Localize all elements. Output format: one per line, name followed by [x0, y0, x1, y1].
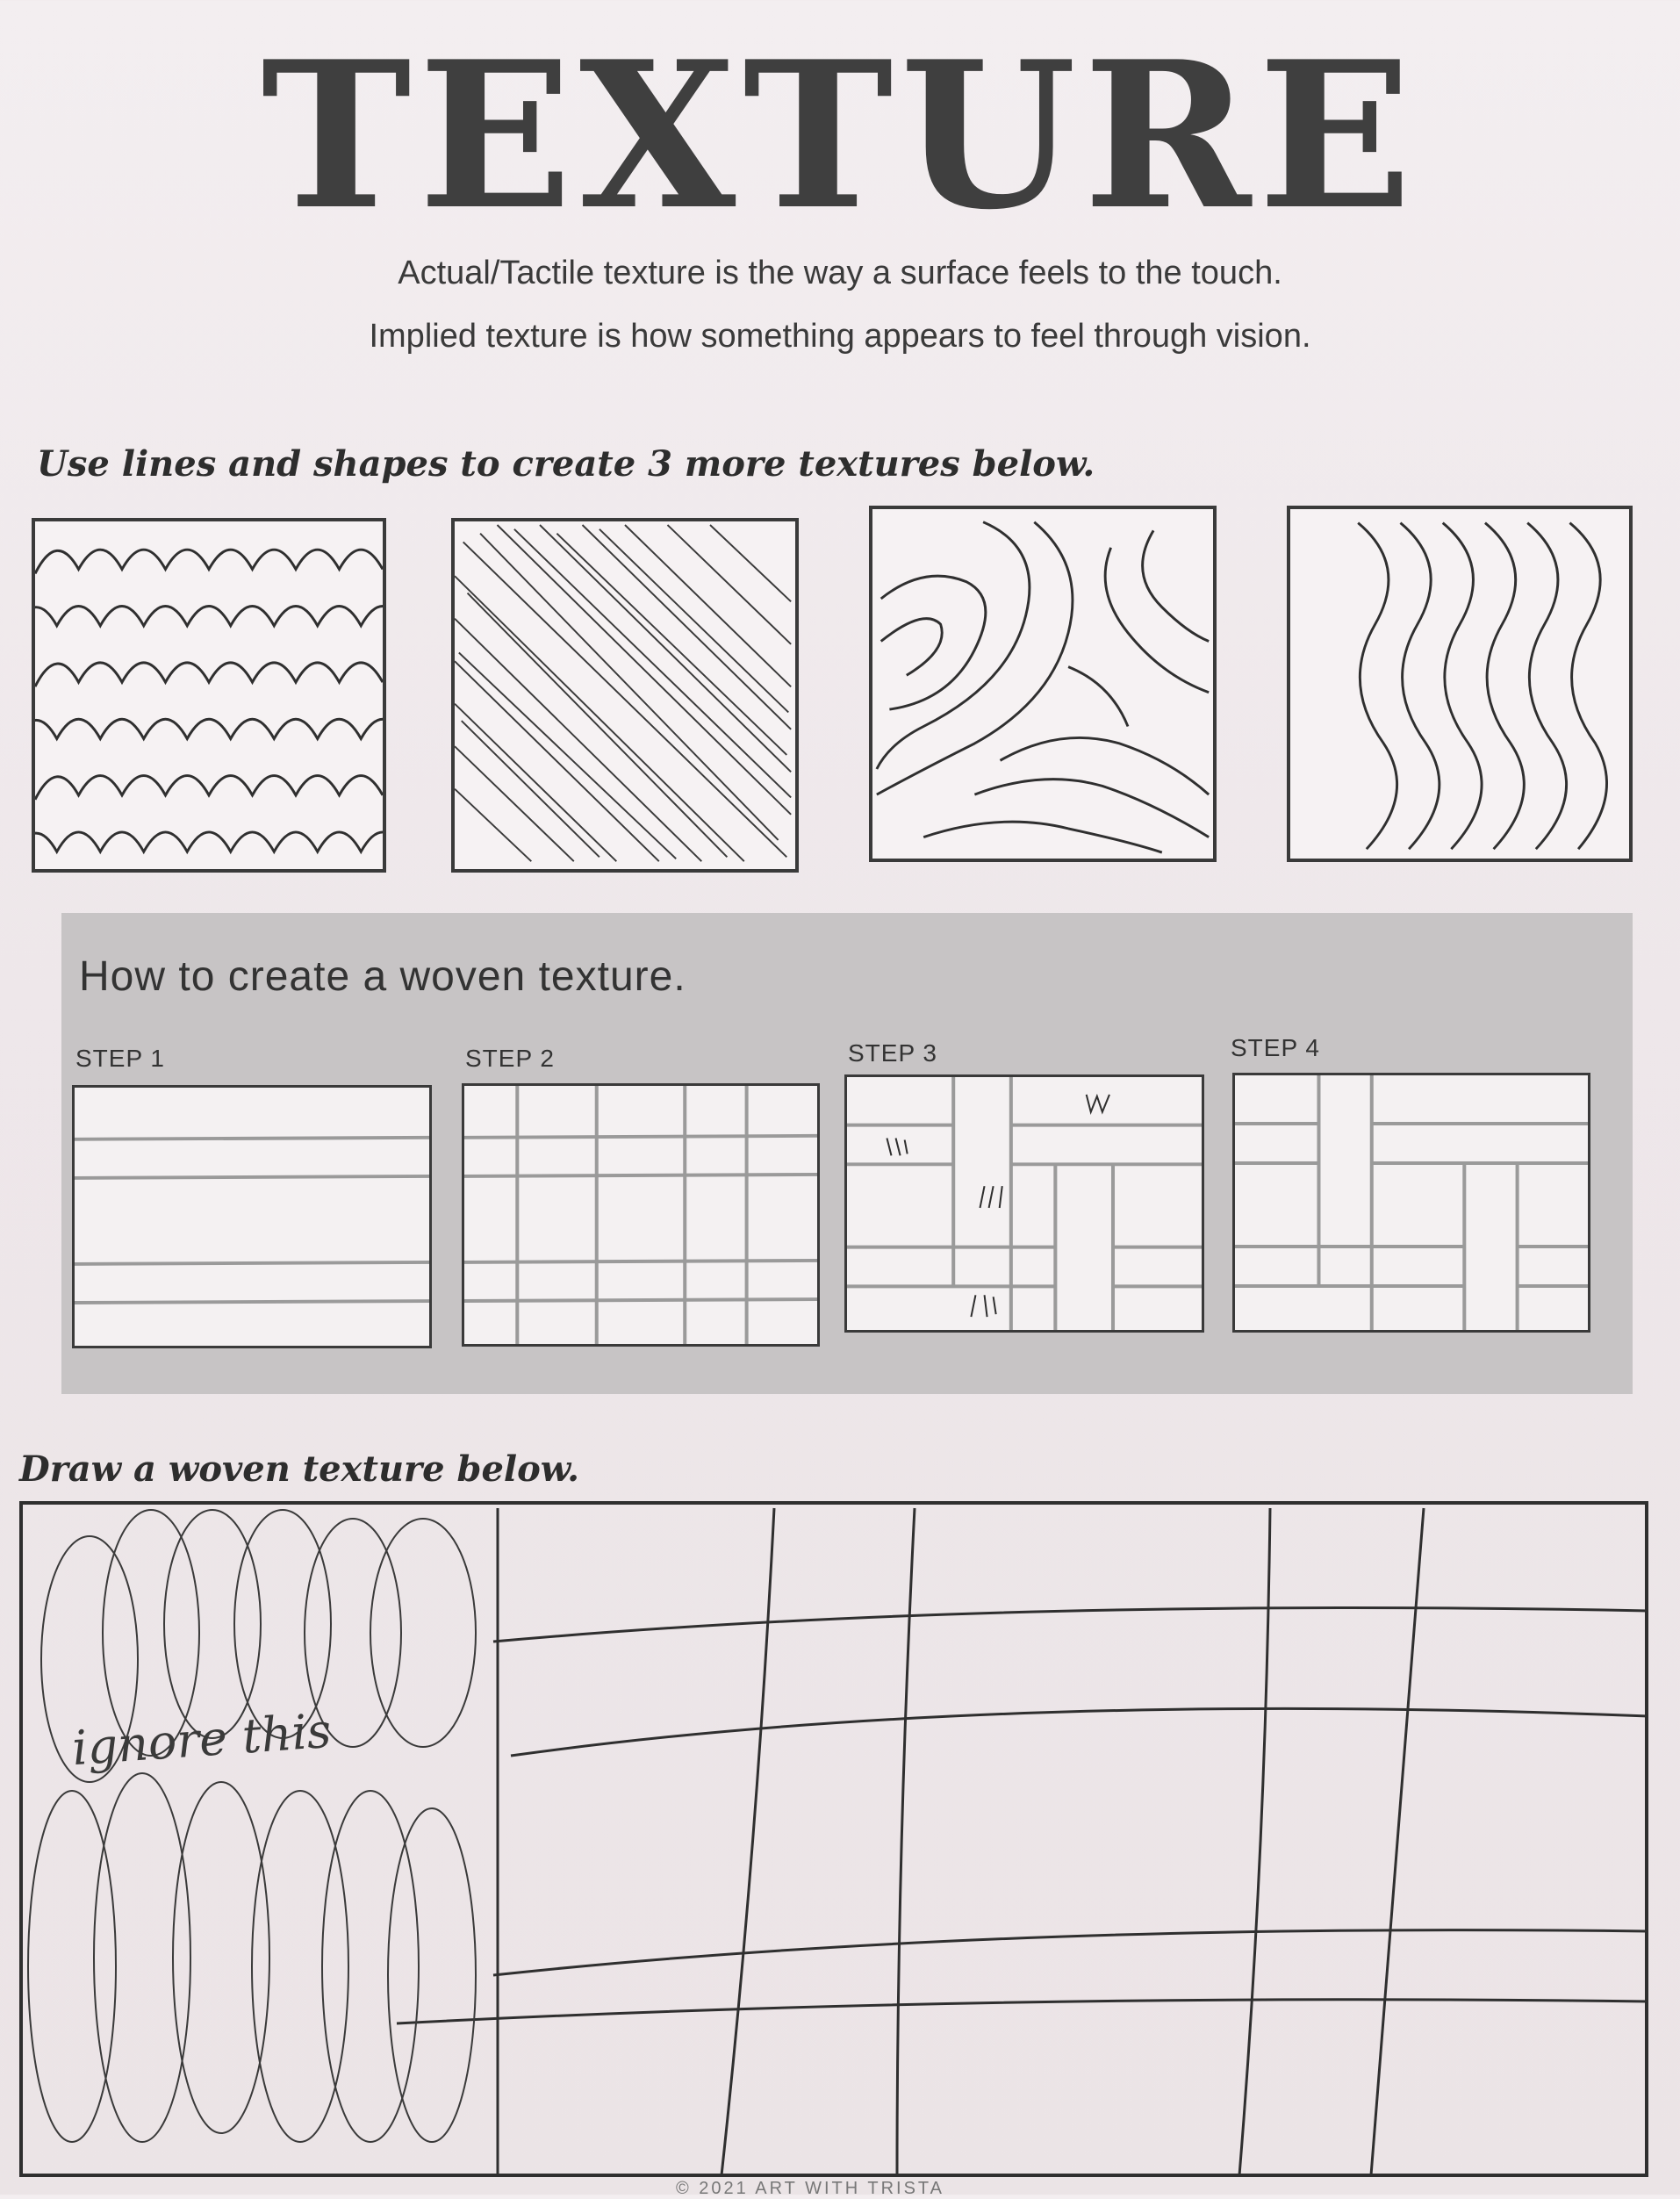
step-2-box: [462, 1083, 820, 1347]
wavy-lines-drawing: [1290, 509, 1629, 859]
page-title: TEXTURE: [261, 18, 1419, 255]
texture-box-scales: [32, 518, 386, 873]
step-3-label: STEP 3: [848, 1039, 937, 1067]
texture-box-wavy-lines: [1287, 506, 1633, 862]
textures-instruction: Use lines and shapes to create 3 more textures below.: [37, 443, 1095, 485]
step-3-drawing: [847, 1077, 1202, 1330]
copyright-footer: © 2021 ART WITH TRISTA: [676, 2179, 944, 2198]
step-2-label: STEP 2: [465, 1045, 555, 1072]
subtitle-actual-texture: Actual/Tactile texture is the way a surface feels to the touch.: [398, 255, 1282, 291]
texture-box-wood-grain: [869, 506, 1217, 862]
handwritten-note: ignore this: [70, 1702, 334, 1777]
step-1-box: [72, 1085, 432, 1348]
step-4-drawing: [1235, 1075, 1588, 1330]
woven-drawing-area: [19, 1501, 1648, 2177]
subtitle-implied-texture: Implied texture is how something appears to feel through vision.: [369, 318, 1311, 355]
step-4-box: [1232, 1073, 1590, 1333]
step-2-drawing: [464, 1086, 817, 1344]
draw-instruction: Draw a woven texture below.: [19, 1448, 580, 1490]
step-3-box: [844, 1074, 1204, 1333]
texture-box-hatching: [451, 518, 799, 873]
wood-grain-drawing: [872, 509, 1213, 859]
hatching-drawing: [455, 521, 795, 869]
scales-drawing: [35, 521, 383, 869]
student-drawing: [19, 1501, 1648, 2177]
step-4-label: STEP 4: [1231, 1034, 1320, 1061]
step-1-label: STEP 1: [75, 1045, 165, 1072]
step-1-drawing: [75, 1088, 429, 1346]
woven-heading: How to create a woven texture.: [79, 953, 686, 1000]
